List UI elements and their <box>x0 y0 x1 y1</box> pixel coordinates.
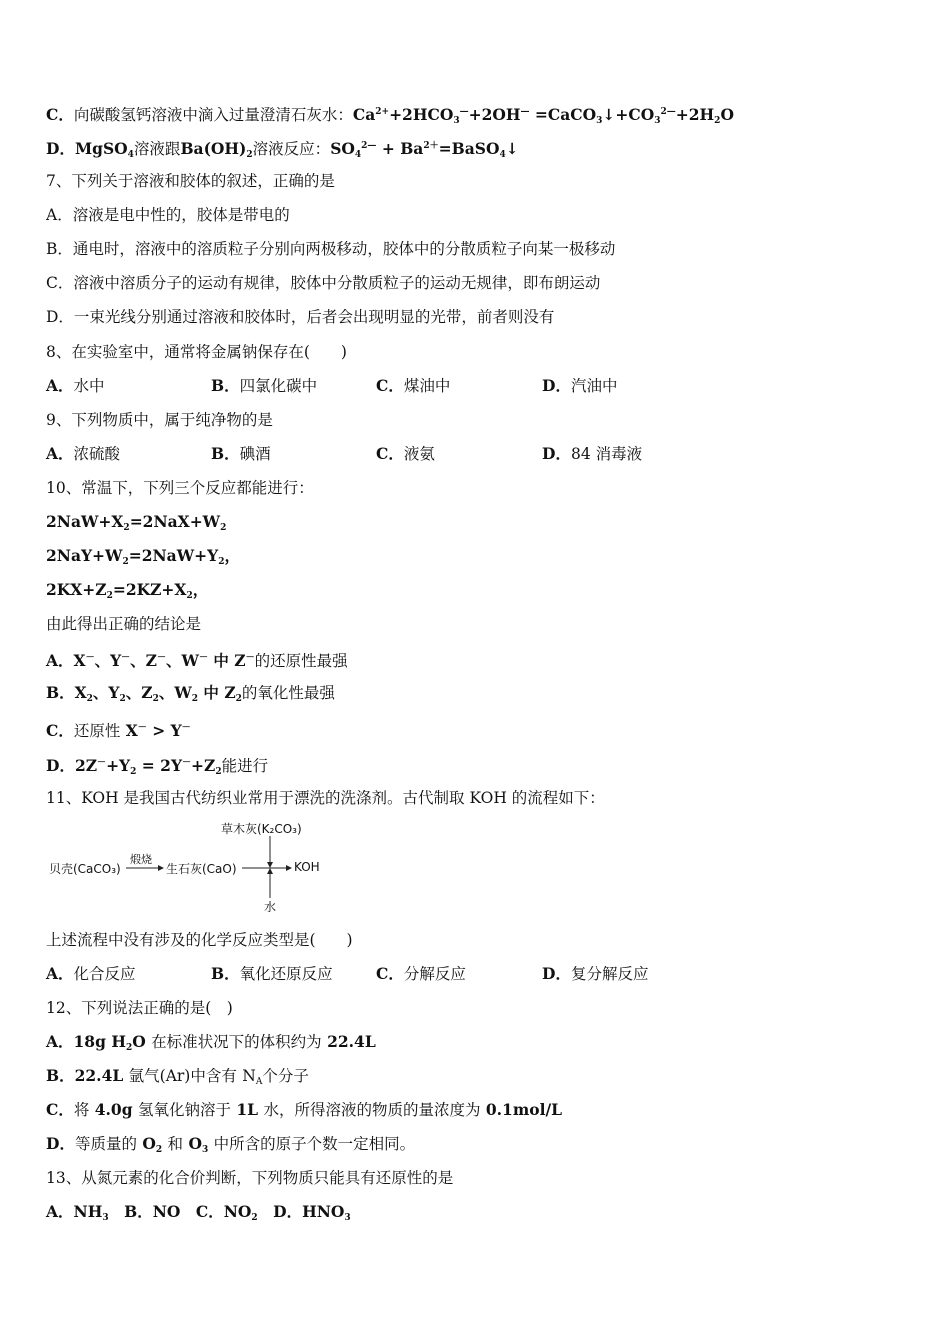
q10-option-a: A．X－、Y－、Z－、W－ 中 Z－的还原性最强 <box>46 651 348 670</box>
q13-options: A．$NH_3$ B．NO C．$NO_2$ D．$HNO_3$ <box>46 1202 351 1223</box>
q8-option-a: A．水中 <box>46 376 105 395</box>
q8-option-b: B．四氯化碳中 <box>211 376 318 395</box>
q7-option-a: A．溶液是电中性的，胶体是带电的 <box>46 206 290 224</box>
q11-stem: 11、KOH 是我国古代纺织业常用于漂洗的洗涤剂。古代制取 KOH 的流程如下： <box>46 789 605 807</box>
q11-option-b: B．氧化还原反应 <box>211 964 333 983</box>
q6-option-c: C．向碳酸氢钙溶液中滴入过量澄清石灰水：$Ca^{2+}+2HCO_3^—+2OH^—$ $=CaCO_3↓+CO_3^{2—}+2H_2O$ <box>46 105 734 126</box>
q11-question: 上述流程中没有涉及的化学反应类型是( ) <box>46 931 353 949</box>
koh-label: KOH <box>294 860 320 874</box>
q11-flow-diagram <box>46 818 346 914</box>
q10-option-d: D．$2Z^-+Y_2 = 2Y^-+Z_2$能进行 <box>46 756 269 777</box>
q10-option-b: B．$X_2$、$Y_2$、$Z_2$、$W_2$ 中 $Z_2$的氧化性最强 <box>46 683 335 704</box>
q9-option-c: C．液氨 <box>376 444 435 463</box>
q9-option-a: A．浓硫酸 <box>46 444 121 463</box>
q9-stem: 9、下列物质中，属于纯净物的是 <box>46 411 273 429</box>
q8-stem: 8、在实验室中，通常将金属钠保存在( ) <box>46 343 347 361</box>
q8-option-c: C．煤油中 <box>376 376 451 395</box>
q9-option-b: B．碘酒 <box>211 444 271 463</box>
q7-option-d: D．一束光线分别通过溶液和胶体时，后者会出现明显的光带，前者则没有 <box>46 308 555 326</box>
calcine-label: 煅烧 <box>130 853 152 866</box>
shell-label: 贝壳(CaCO₃) <box>49 862 121 876</box>
q11-option-d: D．复分解反应 <box>542 964 649 983</box>
q10-option-c: C．还原性 X－ > Y－ <box>46 721 191 740</box>
q10-reaction-3: $2KX+Z_2=2KZ+X_2$， <box>46 580 209 601</box>
q7-option-c: C．溶液中溶质分子的运动有规律，胶体中分散质粒子的运动无规律，即布朗运动 <box>46 274 601 292</box>
q10-reaction-1: $2NaW+X_2=2NaX+W_2$ <box>46 512 227 533</box>
q12-option-c: C．将 4.0g 氢氧化钠溶于 1L 水，所得溶液的物质的量浓度为 0.1mol/L <box>46 1100 563 1119</box>
water-label: 水 <box>264 900 277 914</box>
q13-stem: 13、从氮元素的化合价判断，下列物质只能具有还原性的是 <box>46 1169 454 1187</box>
q12-option-d: D．等质量的 $O_2$ 和 $O_3$ 中所含的原子个数一定相同。 <box>46 1134 416 1155</box>
q7-stem: 7、下列关于溶液和胶体的叙述，正确的是 <box>46 172 335 190</box>
q12-option-b: B．22.4L 氩气(Ar)中含有 $N_A$个分子 <box>46 1066 309 1087</box>
q11-option-c: C．分解反应 <box>376 964 466 983</box>
q7-option-b: B．通电时，溶液中的溶质粒子分别向两极移动，胶体中的分散质粒子向某一极移动 <box>46 240 616 258</box>
quicklime-label: 生石灰(CaO) <box>166 862 237 876</box>
q6-option-d: D．MgSO$_4$溶液跟$Ba(OH)_2$溶液反应：$SO_4^{2—}$ + $Ba^{2+}=BaSO_4↓$ <box>46 139 519 160</box>
q10-stem: 10、常温下，下列三个反应都能进行： <box>46 479 314 497</box>
q10-reaction-2: $2NaY+W_2=2NaW+Y_2$， <box>46 546 240 567</box>
q9-option-d: D．84 消毒液 <box>542 444 643 463</box>
q10-conclusion: 由此得出正确的结论是 <box>46 615 202 633</box>
q11-option-a: A．化合反应 <box>46 964 136 983</box>
q8-option-d: D．汽油中 <box>542 376 618 395</box>
q12-option-a: A．18g $H_2O$ 在标准状况下的体积约为 22.4L <box>46 1032 376 1053</box>
q12-stem: 12、下列说法正确的是( ) <box>46 999 233 1017</box>
plant-ash-label: 草木灰(K₂CO₃) <box>221 822 302 836</box>
